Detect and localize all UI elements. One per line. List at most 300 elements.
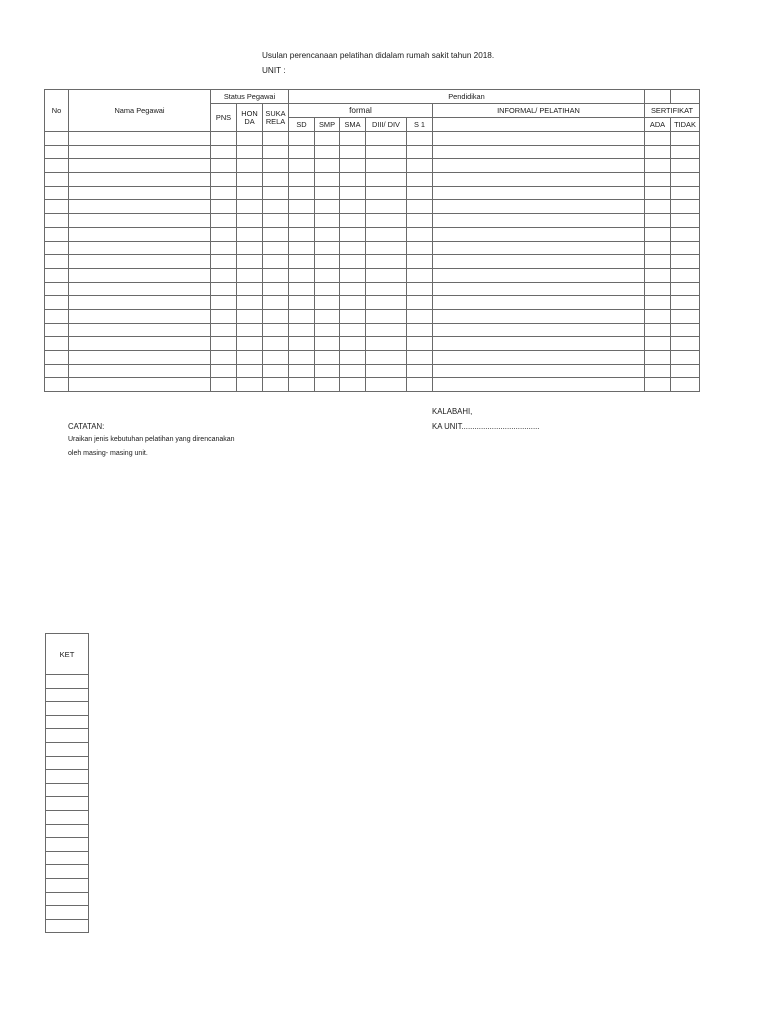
table-cell [645,227,671,241]
table-cell [671,186,700,200]
table-cell [237,159,263,173]
table-cell [645,309,671,323]
ket-header: KET [46,634,89,675]
table-cell [237,268,263,282]
table-cell [340,364,366,378]
table-cell [407,351,433,365]
table-row [45,132,700,146]
table-row [45,323,700,337]
table-cell [237,296,263,310]
table-cell [340,255,366,269]
table-cell [366,241,407,255]
table-cell [315,323,340,337]
table-cell [289,378,315,392]
header-nama-pegawai: Nama Pegawai [69,90,211,132]
table-cell [340,145,366,159]
header-informal-sub [433,118,645,132]
table-cell [315,214,340,228]
table-cell [407,337,433,351]
table-cell [237,364,263,378]
table-cell [407,282,433,296]
table-body [45,132,700,392]
table-cell [211,214,237,228]
table-cell [45,282,69,296]
ket-cell [46,702,89,716]
ket-row [46,742,89,756]
table-cell [69,282,211,296]
table-cell [69,309,211,323]
ket-row [46,810,89,824]
table-cell [671,268,700,282]
table-cell [237,214,263,228]
table-cell [407,186,433,200]
table-cell [407,255,433,269]
table-cell [211,241,237,255]
table-cell [407,378,433,392]
table-row [45,241,700,255]
ket-cell [46,810,89,824]
table-cell [289,186,315,200]
table-cell [340,378,366,392]
table-cell [315,241,340,255]
table-cell [315,145,340,159]
table-cell [671,378,700,392]
table-cell [289,296,315,310]
table-cell [433,282,645,296]
table-cell [645,186,671,200]
table-cell [237,378,263,392]
table-cell [211,268,237,282]
training-plan-table [44,89,700,392]
table-cell [366,255,407,269]
table-cell [45,268,69,282]
table-cell [263,351,289,365]
table-cell [315,337,340,351]
table-cell [45,227,69,241]
table-cell [366,145,407,159]
ket-cell [46,865,89,879]
table-cell [433,296,645,310]
table-cell [645,241,671,255]
table-cell [211,186,237,200]
ket-cell [46,729,89,743]
table-cell [433,200,645,214]
table-cell [263,309,289,323]
ket-row [46,878,89,892]
table-cell [289,282,315,296]
signature-ka-unit: KA UNIT.................................... [432,422,540,431]
table-cell [237,227,263,241]
ket-row [46,865,89,879]
header-sukarela: SUKA RELA [263,104,289,132]
form-title: Usulan perencanaan pelatihan didalam rumah sakit tahun 2018. [262,51,495,60]
table-cell [289,200,315,214]
table-cell [315,351,340,365]
table-cell [211,351,237,365]
table-cell [237,241,263,255]
ket-row [46,824,89,838]
table-cell [366,173,407,187]
table-cell [45,173,69,187]
table-cell [366,132,407,146]
table-cell [366,214,407,228]
ket-cell [46,851,89,865]
table-cell [69,268,211,282]
header-pendidikan: Pendidikan [289,90,645,104]
table-cell [366,364,407,378]
ket-row [46,892,89,906]
table-cell [263,132,289,146]
table-cell [340,296,366,310]
table-cell [366,159,407,173]
ket-cell [46,906,89,920]
table-cell [671,351,700,365]
ket-row [46,702,89,716]
table-cell [289,323,315,337]
table-cell [671,159,700,173]
table-cell [407,132,433,146]
table-cell [69,173,211,187]
signature-place: KALABAHI, [432,407,473,416]
table-cell [340,323,366,337]
table-cell [237,145,263,159]
table-cell [263,255,289,269]
table-cell [645,364,671,378]
table-row [45,351,700,365]
table-cell [340,337,366,351]
table-cell [211,282,237,296]
table-cell [45,323,69,337]
table-cell [211,227,237,241]
table-cell [671,296,700,310]
table-cell [433,364,645,378]
table-cell [69,323,211,337]
table-cell [211,200,237,214]
header-formal: formal [289,104,433,118]
table-cell [315,255,340,269]
table-cell [671,241,700,255]
table-cell [289,173,315,187]
header-s1: S 1 [407,118,433,132]
table-cell [366,268,407,282]
header-diii-div: DIII/ DIV [366,118,407,132]
ket-row [46,783,89,797]
table-cell [366,186,407,200]
table-cell [237,255,263,269]
header-ada: ADA [645,118,671,132]
notes-line-1: Uraikan jenis kebutuhan pelatihan yang direncanakan [68,436,235,443]
table-cell [407,323,433,337]
table-cell [645,255,671,269]
table-cell [315,132,340,146]
table-cell [263,323,289,337]
ket-row [46,797,89,811]
table-cell [645,145,671,159]
table-cell [45,255,69,269]
table-cell [671,364,700,378]
ket-row [46,770,89,784]
table-cell [45,200,69,214]
table-cell [407,268,433,282]
table-cell [289,241,315,255]
table-cell [211,145,237,159]
ket-cell [46,824,89,838]
table-cell [315,159,340,173]
ket-cell [46,770,89,784]
table-cell [340,241,366,255]
ket-row [46,919,89,933]
table-row [45,378,700,392]
table-cell [366,296,407,310]
header-sertifikat: SERTIFIKAT [645,104,700,118]
table-cell [366,378,407,392]
table-row [45,337,700,351]
table-cell [671,214,700,228]
table-cell [69,364,211,378]
table-cell [45,309,69,323]
ket-row [46,851,89,865]
table-cell [315,282,340,296]
table-cell [671,255,700,269]
table-cell [433,309,645,323]
table-cell [211,323,237,337]
table-cell [407,159,433,173]
table-cell [645,337,671,351]
table-cell [289,132,315,146]
notes-title: CATATAN: [68,422,105,431]
table-cell [407,309,433,323]
table-cell [289,309,315,323]
table-cell [263,200,289,214]
table-cell [671,200,700,214]
table-cell [433,214,645,228]
table-cell [340,186,366,200]
table-cell [263,227,289,241]
table-row [45,186,700,200]
table-cell [211,159,237,173]
table-cell [671,145,700,159]
table-cell [289,268,315,282]
table-cell [69,378,211,392]
header-blank-cell [671,90,700,104]
table-cell [407,214,433,228]
table-cell [340,309,366,323]
table-row [45,200,700,214]
table-cell [263,268,289,282]
table-cell [645,159,671,173]
table-cell [366,200,407,214]
table-cell [315,227,340,241]
header-informal: INFORMAL/ PELATIHAN [433,104,645,118]
header-sma: SMA [340,118,366,132]
table-cell [263,296,289,310]
table-cell [407,364,433,378]
table-cell [671,323,700,337]
table-cell [671,132,700,146]
table-cell [433,159,645,173]
header-smp: SMP [315,118,340,132]
table-cell [69,296,211,310]
table-cell [366,227,407,241]
table-cell [289,255,315,269]
table-cell [407,241,433,255]
table-cell [315,186,340,200]
table-cell [340,159,366,173]
table-cell [645,323,671,337]
table-cell [211,309,237,323]
table-cell [289,337,315,351]
ket-row [46,688,89,702]
table-row [45,227,700,241]
table-cell [69,351,211,365]
table-row [45,214,700,228]
table-cell [433,132,645,146]
table-row [45,145,700,159]
ket-row [46,715,89,729]
table-cell [340,282,366,296]
table-row [45,268,700,282]
table-cell [263,282,289,296]
table-row [45,159,700,173]
table-cell [315,173,340,187]
table-cell [671,309,700,323]
ket-cell [46,838,89,852]
ket-cell [46,892,89,906]
table-cell [237,337,263,351]
ket-table [45,633,89,933]
table-cell [315,296,340,310]
table-cell [263,186,289,200]
ket-row [46,756,89,770]
ket-cell [46,919,89,933]
table-cell [69,132,211,146]
table-cell [340,268,366,282]
table-cell [263,337,289,351]
table-cell [433,323,645,337]
table-cell [315,364,340,378]
table-cell [263,241,289,255]
table-cell [69,255,211,269]
ket-cell [46,797,89,811]
table-row [45,364,700,378]
table-cell [45,241,69,255]
header-sd: SD [289,118,315,132]
table-cell [237,186,263,200]
table-cell [407,296,433,310]
table-cell [645,173,671,187]
table-cell [315,309,340,323]
table-cell [45,351,69,365]
table-cell [45,132,69,146]
table-row [45,309,700,323]
table-cell [237,132,263,146]
table-cell [69,241,211,255]
table-cell [211,173,237,187]
table-cell [289,214,315,228]
table-cell [69,186,211,200]
table-cell [433,337,645,351]
table-cell [263,173,289,187]
table-cell [340,214,366,228]
header-pns: PNS [211,104,237,132]
table-cell [433,268,645,282]
header-status-pegawai: Status Pegawai [211,90,289,104]
ket-cell [46,756,89,770]
table-cell [45,145,69,159]
table-cell [45,159,69,173]
ket-cell [46,715,89,729]
table-cell [69,200,211,214]
table-cell [45,364,69,378]
table-cell [645,200,671,214]
table-cell [671,173,700,187]
table-cell [211,337,237,351]
table-cell [211,132,237,146]
table-cell [289,145,315,159]
table-cell [433,186,645,200]
ket-cell [46,688,89,702]
table-cell [263,364,289,378]
table-cell [366,323,407,337]
table-cell [237,282,263,296]
table-cell [263,214,289,228]
table-cell [645,296,671,310]
table-cell [645,282,671,296]
table-cell [263,145,289,159]
table-cell [289,159,315,173]
table-cell [263,159,289,173]
header-tidak: TIDAK [671,118,700,132]
table-cell [407,200,433,214]
table-cell [366,309,407,323]
table-cell [645,132,671,146]
table-cell [237,351,263,365]
table-cell [211,296,237,310]
table-cell [69,145,211,159]
table-cell [407,173,433,187]
table-cell [340,132,366,146]
table-cell [69,227,211,241]
table-cell [366,351,407,365]
table-cell [407,227,433,241]
table-cell [237,173,263,187]
table-cell [289,364,315,378]
table-cell [263,378,289,392]
table-cell [340,173,366,187]
table-cell [69,214,211,228]
table-cell [45,337,69,351]
table-cell [211,378,237,392]
ket-body [46,675,89,933]
table-row [45,282,700,296]
table-cell [645,214,671,228]
notes-line-2: oleh masing- masing unit. [68,450,148,457]
ket-cell [46,675,89,689]
table-cell [69,337,211,351]
table-cell [366,337,407,351]
ket-row [46,675,89,689]
ket-cell [46,783,89,797]
table-cell [69,159,211,173]
table-cell [315,200,340,214]
table-cell [407,145,433,159]
unit-label: UNIT : [262,66,286,75]
ket-row [46,729,89,743]
table-cell [433,241,645,255]
header-no: No [45,90,69,132]
table-cell [366,282,407,296]
ket-cell [46,742,89,756]
